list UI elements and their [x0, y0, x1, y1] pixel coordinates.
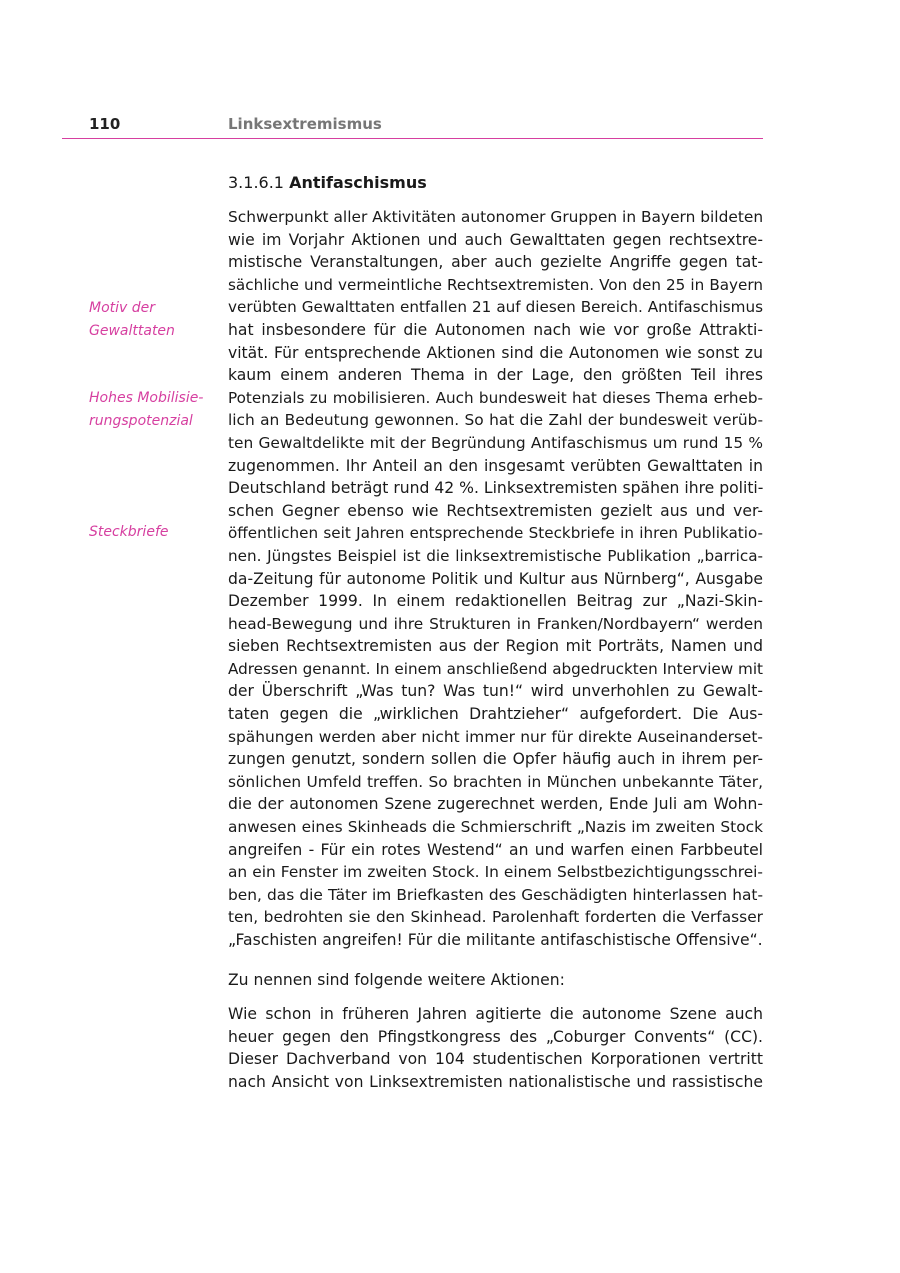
- text-line: mistische Veranstaltungen, aber auch gezielte Angriffe gegen tat-: [228, 253, 763, 272]
- text-line: öffentlichen seit Jahren entsprechende Steckbriefe in ihren Publikatio-: [228, 524, 763, 543]
- text-line: taten gegen die „wirklichen Drahtzieher“ aufgefordert. Die Aus-: [228, 705, 763, 724]
- text-line: sieben Rechtsextremisten aus der Region mit Porträts, Namen und: [228, 637, 763, 656]
- text-line: zungen genutzt, sondern sollen die Opfer häufig auch in ihrem per-: [228, 750, 763, 769]
- text-line: nach Ansicht von Linksextremisten nationalistische und rassistische: [228, 1072, 763, 1091]
- running-head: Linksextremismus: [228, 115, 382, 133]
- text-line: Schwerpunkt aller Aktivitäten autonomer Gruppen in Bayern bildeten: [228, 208, 764, 226]
- paragraph-main: [228, 206, 763, 952]
- text-line: Dezember 1999. In einem redaktionellen Beitrag zur „Nazi-Skin-: [228, 592, 763, 611]
- section-heading: [228, 173, 427, 192]
- page-header: [62, 112, 763, 139]
- text-line: Zu nennen sind folgende weitere Aktionen:: [228, 971, 565, 989]
- text-line: an ein Fenster im zweiten Stock. In einem Selbstbezichtigungsschrei-: [228, 863, 763, 882]
- text-line: „Faschisten angreifen! Für die militante antifaschistische Offensive“.: [228, 931, 763, 949]
- page-number: 110: [89, 115, 121, 133]
- text-line: verübten Gewalttaten entfallen 21 auf diesen Bereich. Antifaschismus: [228, 298, 763, 317]
- text-line: zugenommen. Ihr Anteil an den insgesamt verübten Gewalttaten in: [228, 456, 763, 475]
- text-line: da-Zeitung für autonome Politik und Kultur aus Nürnberg“, Ausgabe: [228, 569, 763, 588]
- text-line: hat insbesondere für die Autonomen nach wie vor große Attrakti-: [228, 320, 763, 339]
- text-line: ten, bedrohten sie den Skinhead. Parolenhaft forderten die Verfasser: [228, 908, 763, 927]
- text-line: anwesen eines Skinheads die Schmierschrift „Nazis im zweiten Stock: [228, 818, 763, 837]
- text-line: vität. Für entsprechende Aktionen sind die Autonomen wie sonst zu: [228, 343, 763, 362]
- paragraph-intro-actions: [228, 969, 763, 992]
- text-line: head-Bewegung und ihre Strukturen in Franken/Nordbayern“ werden: [228, 614, 763, 633]
- text-line: ben, das die Täter im Briefkasten des Geschädigten hinterlassen hat-: [228, 885, 763, 904]
- section-title: Antifaschismus: [289, 173, 427, 192]
- text-line: spähungen werden aber nicht immer nur für direkte Auseinanderset-: [228, 727, 763, 746]
- margin-note-line: Steckbriefe: [89, 524, 169, 540]
- text-line: Dieser Dachverband von 104 studentischen Korporationen vertritt: [228, 1050, 763, 1069]
- text-line: Adressen genannt. In einem anschließend abgedruckten Interview mit: [228, 659, 763, 678]
- text-line: der Überschrift „Was tun? Was tun!“ wird unverhohlen zu Gewalt-: [228, 682, 763, 701]
- text-line: Deutschland beträgt rund 42 %. Linksextremisten spähen ihre politi-: [228, 479, 764, 498]
- text-line: die der autonomen Szene zugerechnet werden, Ende Juli am Wohn-: [228, 795, 763, 814]
- margin-note-wanted-posters: [89, 521, 168, 544]
- text-line: angreifen - Für ein rotes Westend“ an und warfen einen Farbbeutel: [228, 840, 763, 859]
- text-line: sächliche und vermeintliche Rechtsextremisten. Von den 25 in Bayern: [228, 275, 763, 294]
- margin-note-line: rungspotenzial: [89, 412, 193, 429]
- text-line: Potenzials zu mobilisieren. Auch bundesweit hat dieses Thema erheb-: [228, 388, 763, 407]
- paragraph-coburg: [228, 1003, 763, 1093]
- margin-note-line: Motiv der: [89, 300, 156, 316]
- margin-note-line: Gewalttaten: [89, 322, 175, 339]
- margin-note-line: Hohes Mobilisie-: [89, 390, 204, 406]
- text-line: nen. Jüngstes Beispiel ist die linksextremistische Publikation „barrica-: [228, 546, 763, 565]
- text-line: heuer gegen den Pfingstkongress des „Coburger Convents“ (CC).: [228, 1027, 763, 1046]
- text-line: schen Gegner ebenso wie Rechtsextremisten gezielt aus und ver-: [228, 501, 763, 520]
- text-line: wie im Vorjahr Aktionen und auch Gewalttaten gegen rechtsextre-: [228, 230, 763, 249]
- text-line: ten Gewaltdelikte mit der Begründung Antifaschismus um rund 15 %: [228, 433, 763, 452]
- text-line: Wie schon in früheren Jahren agitierte die autonome Szene auch: [228, 1005, 763, 1023]
- text-line: kaum einem anderen Thema in der Lage, den größten Teil ihres: [228, 366, 763, 385]
- margin-note-motive: [89, 297, 175, 342]
- text-line: lich an Bedeutung gewonnen. So hat die Zahl der bundesweit verüb-: [228, 411, 763, 430]
- text-line: sönlichen Umfeld treffen. So brachten in München unbekannte Täter,: [228, 772, 763, 791]
- section-number: 3.1.6.1: [228, 173, 284, 192]
- margin-note-mobilization: [89, 387, 203, 432]
